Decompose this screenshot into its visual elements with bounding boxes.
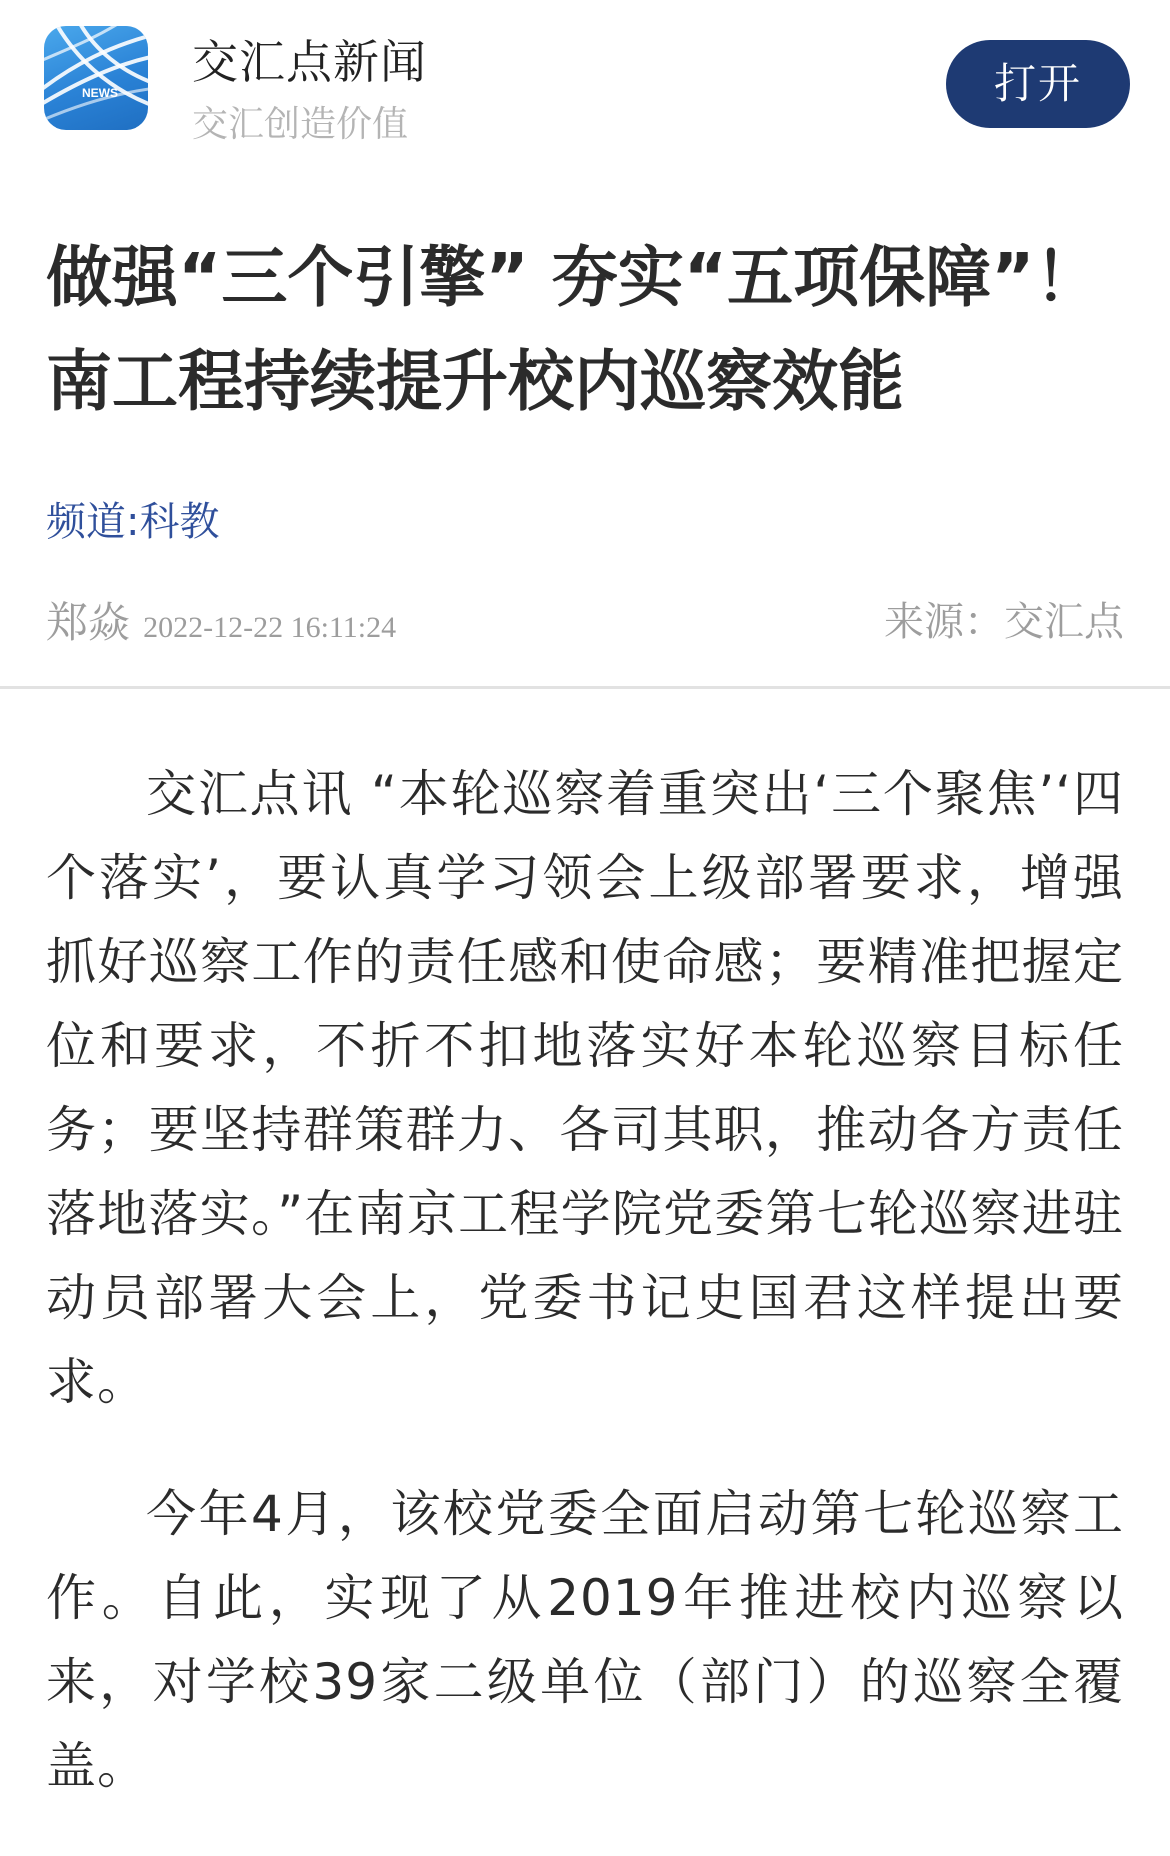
article-source: 来源：交汇点	[884, 599, 1124, 645]
app-logo-icon[interactable]	[44, 26, 148, 130]
logo-text: NEWS	[82, 86, 118, 100]
channel-link[interactable]: 频道:科教	[46, 499, 220, 545]
app-name: 交汇点新闻	[192, 35, 427, 89]
app-slogan: 交汇创造价值	[192, 104, 409, 145]
article-title: 做强“三个引擎” 夯实“五项保障”！南工程持续提升校内巡察效能	[46, 239, 1101, 420]
publish-timestamp: 2022-12-22 16:11:24	[143, 611, 397, 644]
logo-graphic	[44, 26, 148, 130]
header-divider	[0, 686, 1170, 689]
author-name: 郑焱	[46, 598, 131, 647]
article-paragraph: 今年4月，该校党委全面启动第七轮巡察工作。自此，实现了从2019年推进校内巡察以来，对学校39家二级单位（部门）的巡察全覆盖。	[46, 1485, 1124, 1795]
article-body	[46, 752, 1124, 1856]
article-byline	[46, 590, 396, 650]
app-download-banner	[0, 0, 1170, 150]
article-paragraph: 交汇点讯 “本轮巡察着重突出‘三个聚焦’‘四个落实’，要认真学习领会上级部署要求，增强抓好巡察工作的责任感和使命感；要精准把握定位和要求，不折不扣地落实好本轮巡察目标任务；要坚持群策群力、各司其职，推动各方责任落地落实。”在南京工程学院党委第七轮巡察进驻动员部署大会上，党委书记史国君这样提出要求。	[46, 765, 1124, 1411]
open-app-button[interactable]: 打开	[946, 40, 1130, 128]
